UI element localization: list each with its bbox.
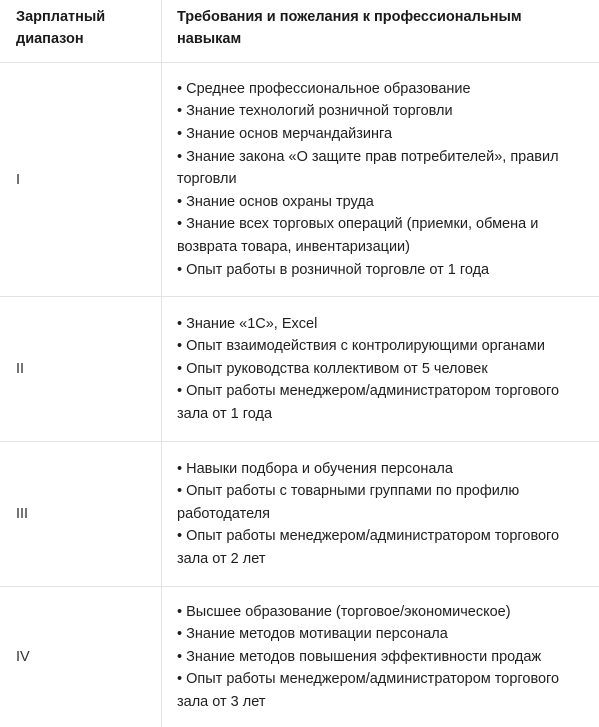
range-label: II <box>16 361 25 377</box>
list-item: • Опыт работы менеджером/администратором торгового зала от 2 лет <box>177 528 560 567</box>
list-item: • Опыт работы с товарными группами по профилю работодателя <box>177 483 520 522</box>
table-row <box>0 63 599 297</box>
list-item: • Опыт работы менеджером/администратором торгового зала от 1 года <box>177 383 560 422</box>
list-item: • Опыт руководства коллективом от 5 человек <box>177 360 488 377</box>
header-range: Зарплатный диапазон <box>0 0 162 62</box>
range-label: I <box>16 171 21 188</box>
list-item: • Знание технологий розничной торговли <box>177 103 453 120</box>
list-item: • Навыки подбора и обучения персонала <box>177 460 453 477</box>
table-row <box>0 442 599 587</box>
list-item: • Знание методов повышения эффективности продаж <box>177 648 542 665</box>
requirements-cell <box>162 587 599 727</box>
range-cell <box>0 297 162 441</box>
range-label: III <box>16 506 29 522</box>
list-item: • Знание всех торговых операций (приемки, обмена и возврата товара, инвентаризации) <box>177 216 539 255</box>
list-item: • Высшее образование (торговое/экономическое) <box>177 603 511 620</box>
header-requirements: Требования и пожелания к профессиональным навыкам <box>177 9 522 47</box>
range-cell <box>0 587 162 727</box>
table-row <box>0 297 599 442</box>
list-item: • Знание основ мерчандайзинга <box>177 126 393 143</box>
table-row <box>0 587 599 727</box>
list-item: • Опыт работы менеджером/администратором торгового зала от 3 лет <box>177 671 560 710</box>
list-item: • Знание «1С», Excel <box>177 315 318 332</box>
range-label: IV <box>16 649 30 665</box>
requirements-cell <box>162 442 599 586</box>
list-item: • Знание методов мотивации персонала <box>177 626 448 643</box>
list-item: • Среднее профессиональное образование <box>177 80 471 97</box>
list-item: • Знание закона «О защите прав потребителей», правил торговли <box>177 148 559 188</box>
requirements-cell <box>162 297 599 441</box>
range-cell <box>0 63 162 296</box>
list-item: • Опыт работы в розничной торговле от 1 года <box>177 261 490 278</box>
table-header <box>0 0 599 63</box>
requirements-cell <box>162 63 599 296</box>
list-item: • Знание основ охраны труда <box>177 193 374 210</box>
list-item: • Опыт взаимодействия с контролирующими органами <box>177 338 545 355</box>
range-cell <box>0 442 162 586</box>
